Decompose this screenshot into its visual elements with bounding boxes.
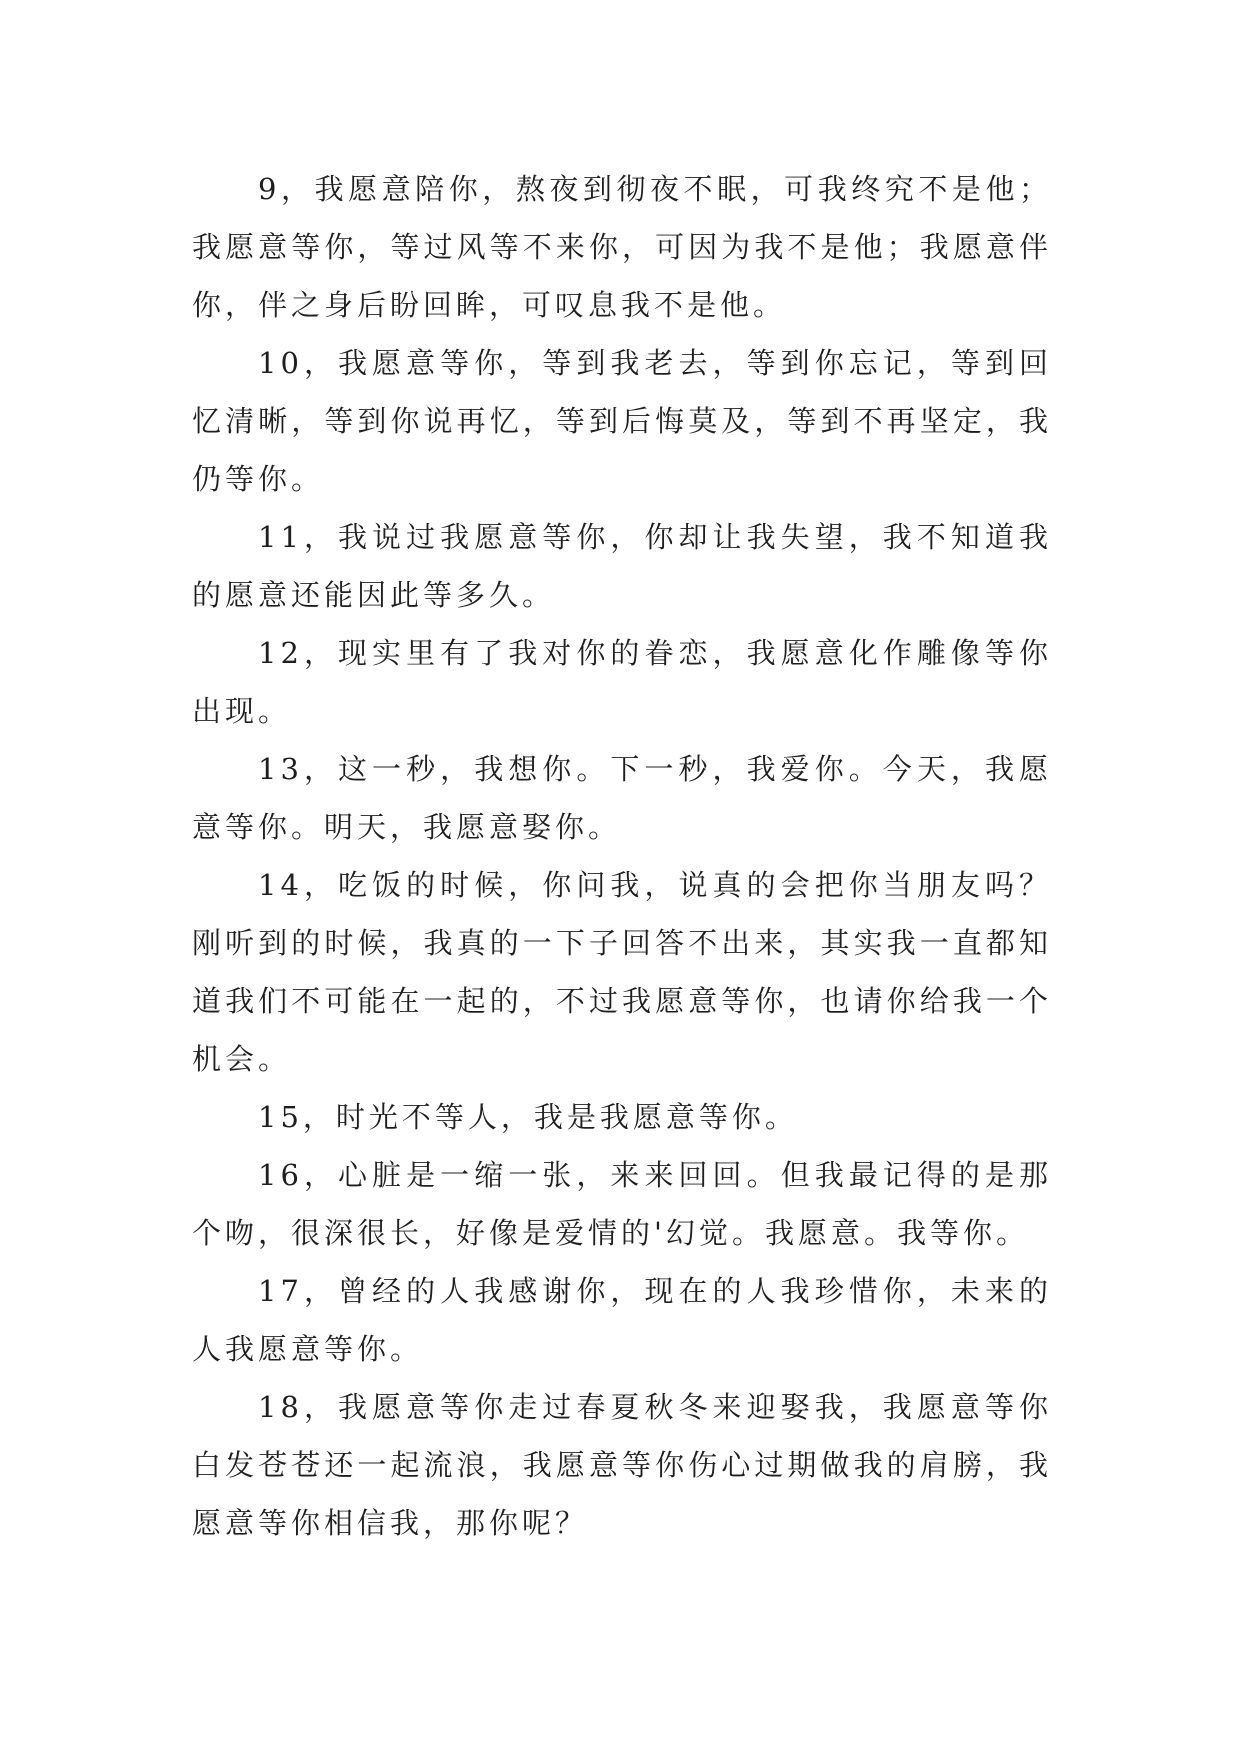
paragraph-17: 17，曾经的人我感谢你，现在的人我珍惜你，未来的人我愿意等你。 <box>192 1274 1052 1366</box>
paragraph-16: 16，心脏是一缩一张，来来回回。但我最记得的是那个吻，很深很长，好像是爱情的'幻觉。我愿意。我等你。 <box>192 1158 1052 1250</box>
paragraph-15: 15，时光不等人，我是我愿意等你。 <box>258 1100 798 1134</box>
paragraph-10: 10，我愿意等你，等到我老去，等到你忘记，等到回忆清晰，等到你说再忆，等到后悔莫及，等到不再坚定，我仍等你。 <box>192 346 1052 496</box>
document-body <box>192 160 1052 1552</box>
paragraph-14: 14，吃饭的时候，你问我，说真的会把你当朋友吗？刚听到的时候，我真的一下子回答不出来，其实我一直都知道我们不可能在一起的，不过我愿意等你，也请你给我一个机会。 <box>192 868 1052 1076</box>
paragraph-11: 11，我说过我愿意等你，你却让我失望，我不知道我的愿意还能因此等多久。 <box>192 520 1052 612</box>
paragraph-9: 9，我愿意陪你，熬夜到彻夜不眠，可我终究不是他；我愿意等你，等过风等不来你，可因为我不是他；我愿意伴你，伴之身后盼回眸，可叹息我不是他。 <box>192 172 1052 322</box>
paragraph-12: 12，现实里有了我对你的眷恋，我愿意化作雕像等你出现。 <box>192 636 1052 728</box>
paragraph-13: 13，这一秒，我想你。下一秒，我爱你。今天，我愿意等你。明天，我愿意娶你。 <box>192 752 1052 844</box>
paragraph-18: 18，我愿意等你走过春夏秋冬来迎娶我，我愿意等你白发苍苍还一起流浪，我愿意等你伤心过期做我的肩膀，我愿意等你相信我，那你呢？ <box>192 1390 1052 1540</box>
